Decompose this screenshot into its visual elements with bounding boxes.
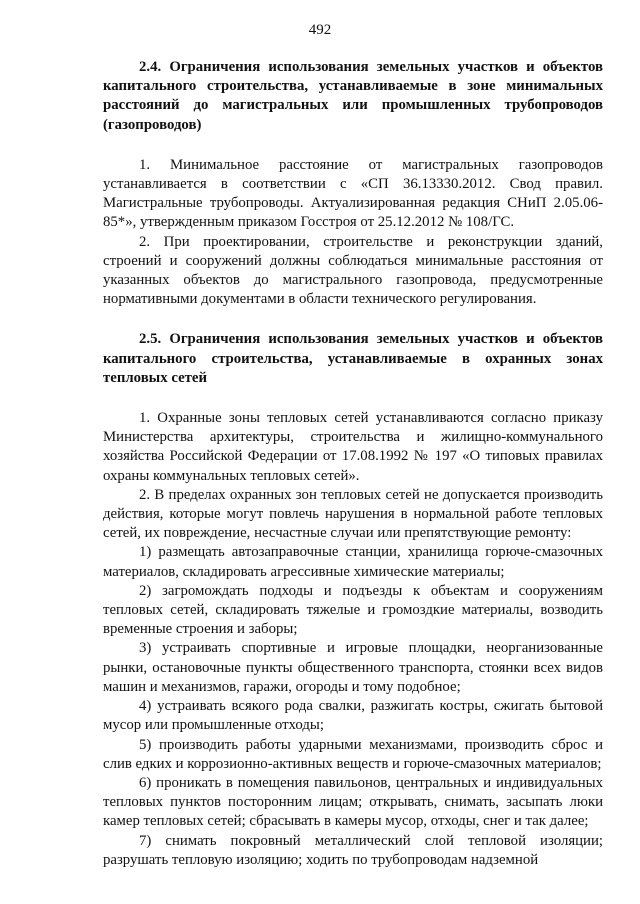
list-item: 7) снимать покровный металлический слой тепловой изоляции; разрушать тепловую изоляцию; ходить по трубопроводам надземной xyxy=(103,832,603,868)
paragraph: 2. В пределах охранных зон тепловых сетей не допускается производить действия, которые могут повлечь нарушения в нормальной работе тепловых сетей, их повреждение, несчастные случаи или препятствующие ремонту: xyxy=(103,486,603,542)
list-item: 5) производить работы ударными механизмами, производить сброс и слив едких и коррозионно-активных веществ и горюче-смазочных материалов; xyxy=(103,736,603,772)
section-heading-2-4: 2.4. Ограничения использования земельных участков и объектов капитального строительства, устанавливаемые в зоне минимальных расстояний до магистральных или промышленных трубопроводов (газопроводов) xyxy=(103,59,603,133)
paragraph: 2. При проектировании, строительстве и реконструкции зданий, строений и сооружений должны соблюдаться минимальные расстояния от указанных объектов до магистрального газопровода, предусмотренные нормативными документами в области технического регулирования. xyxy=(103,233,603,308)
section-heading-2-5: 2.5. Ограничения использования земельных участков и объектов капитального строительства, устанавливаемые в охранных зонах тепловых сетей xyxy=(103,331,603,386)
list-item: 4) устраивать всякого рода свалки, разжигать костры, сжигать бытовой мусор или промышленные отходы; xyxy=(103,698,603,734)
paragraph: 1. Охранные зоны тепловых сетей устанавливаются согласно приказу Министерства архитектуры, строительства и жилищно-коммунального хозяйства Российской Федерации от 17.08.1992 № 197 «О типовых правилах охраны коммунальных тепловых сетей». xyxy=(103,410,603,484)
page-number: 492 xyxy=(308,22,332,38)
paragraph: 1. Минимальное расстояние от магистральных газопроводов устанавливается в соответствии с «СП 36.13330.2012. Свод правил. Магистральные трубопроводы. Актуализированная редакция СНиП 2.05.06-85*», утвержденным приказом Госстроя от 25.12.2012 № 108/ГС. xyxy=(103,156,603,231)
list-item: 3) устраивать спортивные и игровые площадки, неорганизованные рынки, остановочные пункты общественного транспорта, стоянки всех видов машин и механизмов, гаражи, огороды и тому подобное; xyxy=(103,640,603,695)
document-body xyxy=(103,58,603,870)
list-item: 6) проникать в помещения павильонов, центральных и индивидуальных тепловых пунктов посторонним лицам; открывать, снимать, засыпать люки камер тепловых сетей; сбрасывать в камеры мусор, отходы, снег и так далее; xyxy=(103,774,603,830)
list-item: 1) размещать автозаправочные станции, хранилища горюче-смазочных материалов, складировать агрессивные химические материалы; xyxy=(103,544,603,580)
list-item: 2) загромождать подходы и подъезды к объектам и сооружениям тепловых сетей, складировать тяжелые и громоздкие материалы, возводить временные строения и заборы; xyxy=(103,582,603,638)
